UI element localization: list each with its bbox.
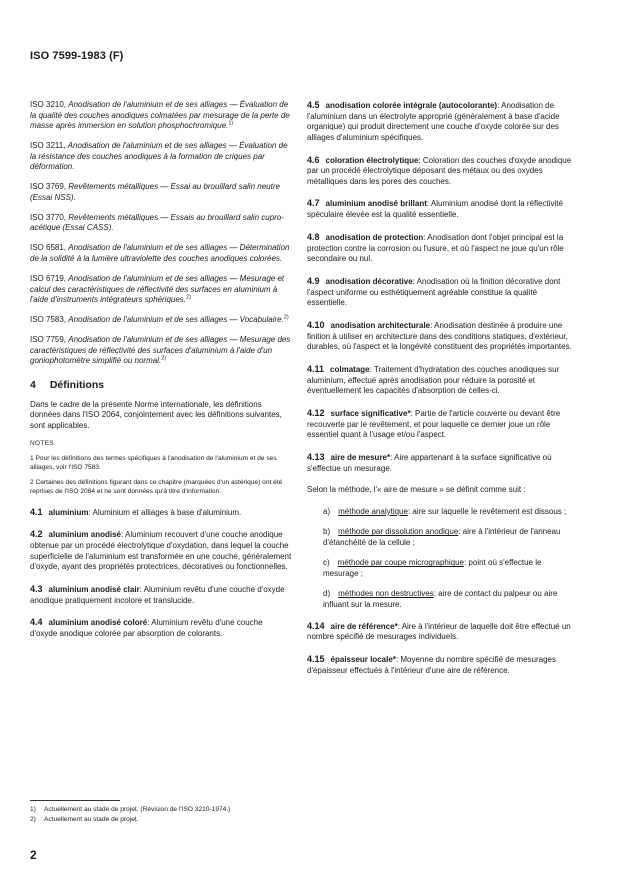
method-term: méthode analytique bbox=[338, 506, 408, 516]
footnote-rule bbox=[30, 800, 120, 801]
reference-item bbox=[30, 141, 292, 173]
definition-term: anodisation colorée intégrale (autocolorante) bbox=[325, 101, 498, 110]
definition-term: épaisseur locale* bbox=[330, 654, 396, 664]
reference-title: Revêtements métalliques — Essais au brouillard salin cupro-acétique (Essai CASS). bbox=[30, 212, 284, 233]
definition-item bbox=[30, 529, 292, 573]
definition-text: : Anodisation de l'aluminium dans un électrolyte approprié (généralement à base d'acide organique) qui produit directement une couche d'oxyde colorée sur des alliages d'aluminium spécifiques. bbox=[307, 101, 560, 142]
method-term: méthodes non destructives bbox=[338, 589, 434, 599]
methods-intro: Selon la méthode, l'« aire de mesure » se définit comme suit : bbox=[307, 485, 526, 495]
method-label: d) bbox=[323, 589, 331, 599]
reference-item bbox=[30, 335, 292, 367]
method-label: b) bbox=[323, 527, 331, 537]
reference-title: Anodisation de l'aluminium et de ses alliages — Évaluation de la qualité des couches anodiques colmatées par mesurage de la perte de masse après immersion en solution phosphochromique. bbox=[30, 100, 290, 131]
section-intro: Dans le cadre de la présente Norme internationale, les définitions données dans l'ISO 2064, conjointement avec les définitions suivantes, sont applicables. bbox=[30, 399, 282, 430]
reference-list bbox=[30, 100, 292, 367]
footnote-list bbox=[30, 805, 292, 824]
reference-number: ISO 3770, bbox=[30, 212, 67, 222]
reference-number: ISO 6719, bbox=[30, 274, 67, 284]
document-header: ISO 7599-1983 (F) bbox=[30, 50, 124, 62]
method-item bbox=[323, 558, 575, 579]
definition-text: : Moyenne du nombre spécifié de mesurages d'épaisseur effectués à l'intérieur d'une aire de référence. bbox=[307, 654, 556, 675]
definition-text: : Anodisation où la finition décorative dont l'aspect uniforme ou esthétiquement agréable constitue la qualité essentielle. bbox=[307, 276, 561, 308]
reference-item bbox=[30, 315, 292, 326]
footnote-item bbox=[30, 815, 292, 825]
definition-item bbox=[30, 584, 292, 606]
note-item: 1 Pour les définitions des termes spécifiques à l'anodisation de l'aluminium et de ses alliages, voir l'ISO 7583. bbox=[30, 454, 277, 471]
section-number: 4 bbox=[30, 378, 36, 391]
method-text: : aire sur laquelle le revêtement est dissous ; bbox=[407, 506, 567, 516]
definition-term: anodisation de protection bbox=[325, 232, 424, 242]
definition-item bbox=[307, 320, 575, 353]
definition-text: : Coloration des couches d'oxyde anodique par un procédé électrolytique déposant des métaux ou des oxydes métalliques dans les pores des couches. bbox=[307, 155, 572, 186]
definition-text: : Anodisation dont l'objet principal est la protection contre la corrosion ou l'usure, et où l'aspect ne joue qu'un rôle secondaire ou nul. bbox=[307, 232, 564, 264]
reference-number: ISO 3769, bbox=[30, 182, 67, 192]
definition-number: 4.10 bbox=[307, 319, 325, 330]
definition-item bbox=[307, 232, 575, 265]
footnotes bbox=[30, 800, 292, 824]
definition-item bbox=[307, 276, 575, 309]
notes-list bbox=[30, 455, 292, 497]
definition-number: 4.14 bbox=[307, 620, 325, 631]
methods-list bbox=[307, 507, 575, 611]
definition-term: aluminium bbox=[48, 507, 89, 517]
reference-item bbox=[30, 100, 292, 132]
reference-number: ISO 7583, bbox=[30, 315, 67, 325]
definition-number: 4.9 bbox=[307, 275, 320, 286]
notes-title: NOTES bbox=[30, 440, 54, 448]
definition-text: : Aluminium et alliages à base d'aluminium. bbox=[88, 507, 242, 517]
footnote-text: Actuellement au stade de projet. bbox=[44, 815, 139, 823]
method-term: méthode par coupe micrographique bbox=[337, 558, 464, 568]
method-item bbox=[323, 507, 575, 518]
definition-item bbox=[30, 617, 292, 639]
reference-number: ISO 3210, bbox=[30, 100, 67, 109]
method-item bbox=[323, 527, 575, 548]
reference-title: Anodisation de l'aluminium et de ses alliages — Détermination de la solidité à la lumière ultraviolette des couches anodiques colorées. bbox=[30, 243, 290, 264]
page-number: 2 bbox=[30, 848, 37, 862]
definition-term: colmatage bbox=[330, 364, 370, 374]
definition-number: 4.13 bbox=[307, 451, 325, 462]
reference-item bbox=[30, 182, 292, 203]
method-label: a) bbox=[323, 506, 331, 516]
section-title: Définitions bbox=[49, 378, 105, 391]
definition-item bbox=[307, 364, 575, 397]
definition-term: aluminium anodisé clair bbox=[48, 584, 140, 594]
definition-item bbox=[307, 100, 575, 144]
definition-number: 4.5 bbox=[307, 100, 320, 110]
footnote-marker: 2) bbox=[186, 294, 191, 301]
footnote-number: 2) bbox=[30, 815, 36, 823]
reference-title: Anodisation de l'aluminium et de ses alliages — Mesurage et calcul des caractéristiques de réflectivité des surfaces en aluminium à l'aide d'instruments intégrateurs sphériques. bbox=[30, 274, 285, 305]
definition-text: : Aire appartenant à la surface significative où s'effectue un mesurage. bbox=[307, 452, 552, 473]
definition-number: 4.12 bbox=[307, 407, 325, 418]
definition-text: : Anodisation destinée à produire une finition à utiliser en architecture dans des conditions statiques, d'extérieur, durables, où l'aspect et la longévité constituent des propriétés importantes. bbox=[307, 320, 572, 352]
definition-term: surface significative* bbox=[330, 408, 411, 418]
reference-item bbox=[30, 274, 292, 306]
definition-item bbox=[307, 408, 575, 441]
definition-term: anodisation architecturale bbox=[330, 320, 431, 330]
definition-item bbox=[307, 155, 575, 188]
right-column bbox=[307, 100, 575, 687]
definition-number: 4.1 bbox=[30, 506, 43, 517]
reference-item bbox=[30, 243, 292, 264]
reference-number: ISO 6581, bbox=[30, 243, 67, 253]
definition-item bbox=[307, 198, 575, 220]
definition-term: aluminium anodisé brillant bbox=[325, 199, 427, 209]
footnote-item bbox=[30, 805, 292, 815]
method-text: : point où s'effectue le mesurage ; bbox=[323, 558, 542, 578]
reference-number: ISO 3211, bbox=[30, 141, 66, 151]
definition-text: : Aluminium revêtu d'une couche d'oxyde anodique colorée par absorption de colorants. bbox=[30, 618, 263, 639]
definition-item bbox=[30, 507, 292, 519]
reference-title: Anodisation de l'aluminium et de ses alliages — Mesurage des caractéristiques de réflectivité des surfaces d'aluminium à l'aide d'un goniophotomètre simplifié ou normal. bbox=[30, 335, 291, 366]
definition-text: : Aluminium revêtu d'une couche d'oxyde anodique pratiquement incolore et translucide. bbox=[30, 584, 285, 605]
method-label: c) bbox=[323, 558, 330, 568]
footnote-marker: 1) bbox=[228, 120, 234, 127]
method-text: : aire de contact du palpeur ou aire influant sur la mesure. bbox=[323, 589, 558, 609]
method-text: : aire à l'intérieur de l'anneau d'étanchéité de la cellule ; bbox=[323, 527, 561, 547]
definition-text: : Aluminium anodisé dont la réflectivité spéculaire élevée est la qualité essentielle. bbox=[307, 199, 563, 220]
definition-text: : Partie de l'article couverte ou devant être recouverte par le revêtement, et pour laquelle ce dernier joue un rôle essentiel quant à l'usage et/ou l'aspect. bbox=[307, 408, 561, 440]
reference-title: Anodisation de l'aluminium et de ses alliages — Vocabulaire. bbox=[68, 315, 284, 325]
definition-term: coloration électrolytique bbox=[325, 155, 419, 165]
reference-number: ISO 7759, bbox=[30, 335, 67, 345]
footnote-text: Actuellement au stade de projet. (Révision de l'ISO 3210-1974.) bbox=[44, 806, 231, 813]
definition-text: : Aluminium recouvert d'une couche anodique obtenue par un procédé électrolytique d'oxydation, dans lequel la couche superficielle de l'aluminium est transformée en une couche, généralement d'oxyde, ayant des propriétés protectrices, décoratives ou fonctionnelles. bbox=[30, 530, 292, 572]
definition-number: 4.6 bbox=[307, 154, 320, 165]
definition-item bbox=[307, 654, 575, 676]
definition-term: aire de référence* bbox=[330, 621, 398, 631]
method-term: méthode par dissolution anodique bbox=[338, 527, 459, 537]
definition-text: : Traitement d'hydratation des couches anodiques sur aluminium, effectué après anodisation pour réduire la porosité et éventuellement les capacités d'absorption de celles-ci. bbox=[307, 364, 560, 396]
definition-term: aluminium anodisé bbox=[48, 530, 121, 540]
definition-term: anodisation décorative bbox=[325, 276, 413, 286]
definitions-right bbox=[307, 100, 575, 474]
definition-number: 4.7 bbox=[307, 198, 320, 209]
left-column bbox=[30, 100, 292, 651]
note-item: 2 Certaines des définitions figurant dans ce chapitre (marquées d'un astérique) ont été reprises de l'ISO 2064 et ne sont données qu'à titre d'information. bbox=[30, 478, 283, 495]
definition-number: 4.4 bbox=[30, 617, 43, 628]
definition-item bbox=[307, 621, 575, 643]
reference-title: Anodisation de l'aluminium et de ses alliages — Évaluation de la résistance des couches anodiques à la formation de criques par déformation. bbox=[30, 141, 288, 172]
definition-number: 4.2 bbox=[30, 529, 43, 540]
definition-text: : Aire à l'intérieur de laquelle doit être effectué un nombre spécifié de mesurages individuels. bbox=[307, 621, 571, 642]
definitions-left bbox=[30, 507, 292, 640]
definition-number: 4.11 bbox=[307, 363, 325, 374]
method-item bbox=[323, 589, 575, 610]
section-heading bbox=[30, 379, 292, 393]
definition-item bbox=[307, 452, 575, 474]
definitions-right-end bbox=[307, 621, 575, 677]
definition-term: aluminium anodisé coloré bbox=[48, 618, 148, 628]
reference-item bbox=[30, 213, 292, 234]
definition-number: 4.3 bbox=[30, 583, 43, 594]
footnote-marker: 2) bbox=[283, 314, 289, 321]
definition-number: 4.15 bbox=[307, 653, 325, 664]
footnote-number: 1) bbox=[30, 806, 36, 813]
reference-title: Revêtements métalliques — Essai au brouillard salin neutre (Essai NSS). bbox=[30, 182, 280, 202]
definition-number: 4.8 bbox=[307, 231, 320, 242]
footnote-marker: 2) bbox=[161, 355, 167, 362]
definition-term: aire de mesure* bbox=[330, 452, 391, 462]
